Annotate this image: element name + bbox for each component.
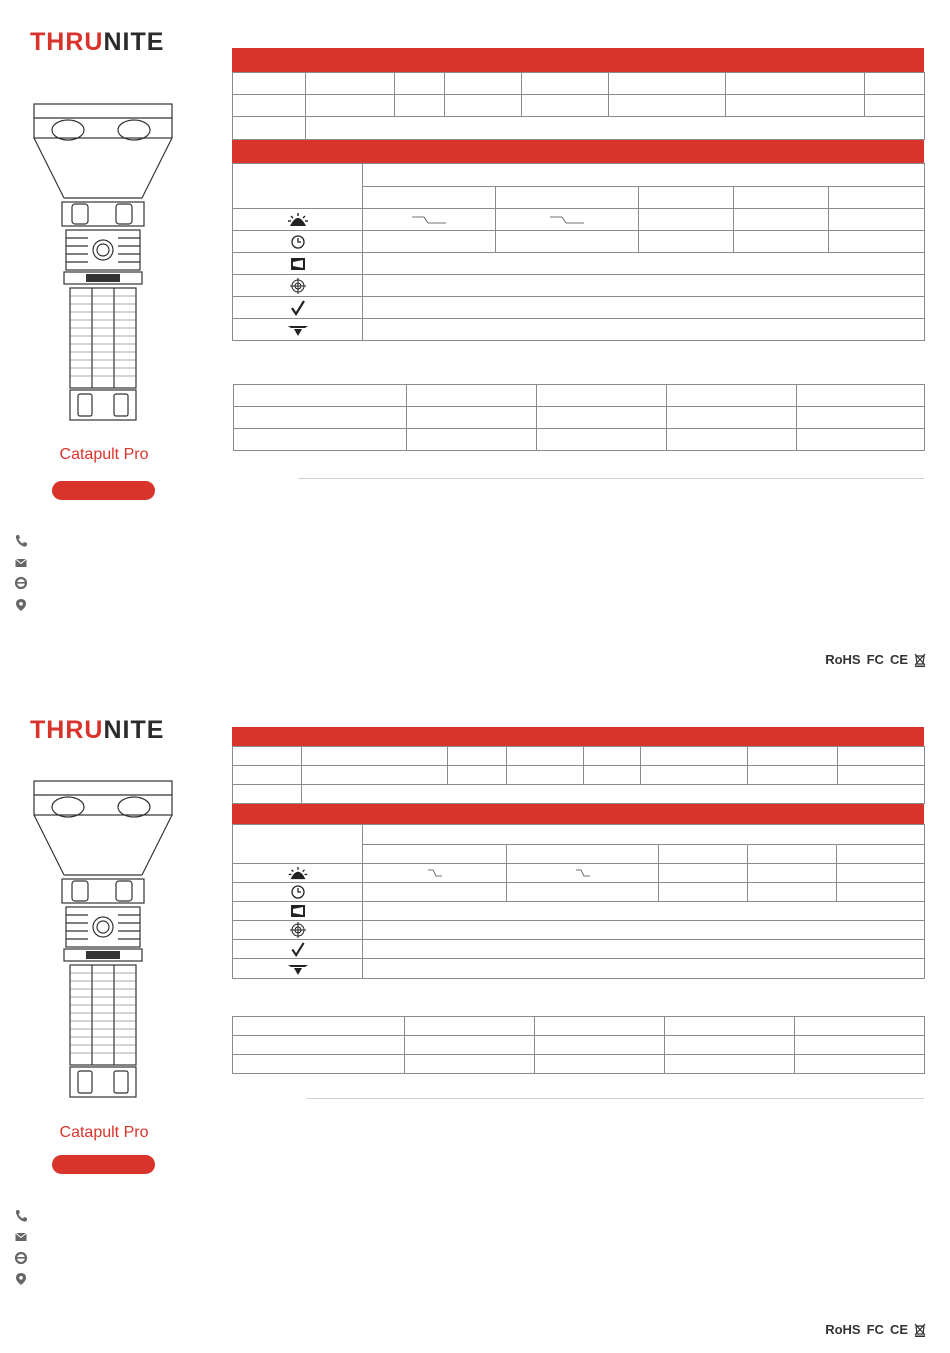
spec-cell [641,747,748,766]
accessory-cell [795,1036,925,1055]
accessory-cell [537,429,667,451]
spec-cell [584,747,641,766]
brightness-row-label [233,209,363,231]
accessory-cell [407,429,537,451]
flashlight-illustration [30,100,178,430]
accessory-cell [535,1017,665,1036]
accessory-cell [665,1017,795,1036]
spec-cell [395,95,445,117]
flashlight-illustration [30,777,178,1107]
impact-row-label [233,297,363,319]
mode-cell [363,187,496,209]
ce-mark: CE [889,1322,908,1337]
mode-cell [829,187,925,209]
spec-cell [233,785,302,804]
mode-header-cell [363,164,925,187]
runtime-cell [507,883,659,902]
spec-cell [445,95,522,117]
brightness-cell [734,209,829,231]
mode-cell [837,845,925,864]
accessory-cell [667,385,797,407]
distance-row-label [233,902,363,921]
product-name: Catapult Pro [59,1124,149,1141]
mode-header-cell [363,825,925,845]
runtime-cell [363,883,507,902]
accessory-table [233,384,925,451]
mode-cell [507,845,659,864]
fcc-mark: FC [866,652,884,667]
runtime-row-label [233,883,363,902]
phone-icon [14,534,28,548]
spec-cell [306,73,395,95]
brightness-cell [363,864,507,883]
spec-header-bar [232,727,924,746]
brightness-cell [507,864,659,883]
mode-step-icon [576,869,590,877]
spec-table [232,72,925,140]
accessory-cell [537,385,667,407]
accessory-cell [795,1055,925,1074]
mode-step-icon [412,216,446,224]
brightness-cell [748,864,837,883]
spec-cell [233,747,302,766]
spec-cell [395,73,445,95]
spec-cell [445,73,522,95]
brightness-cell [496,209,639,231]
spec-cell [233,117,306,140]
spec-cell [865,95,925,117]
accessory-cell [667,429,797,451]
accessory-cell [797,429,925,451]
mode-step-icon [428,869,442,877]
spec-cell [609,95,726,117]
performance-table [232,163,925,341]
spec-cell [448,747,507,766]
spec-cell [507,747,584,766]
runtime-icon [291,235,305,249]
waterproof-row-label [233,959,363,979]
accessory-cell [535,1055,665,1074]
waterproof-icon [287,962,309,976]
brightness-cell [837,864,925,883]
accessory-cell [405,1017,535,1036]
performance-header-bar [232,140,924,163]
runtime-cell [748,883,837,902]
mode-cell [734,187,829,209]
mode-cell [748,845,837,864]
accessory-cell [233,1055,405,1074]
thrunite-logo: THRUNITE [30,28,165,56]
spec-cell [522,73,609,95]
spec-cell [641,766,748,785]
runtime-row-label [233,231,363,253]
brightness-cell [829,209,925,231]
manual-page-1 [0,0,950,676]
accessory-table [232,1016,925,1074]
brightness-cell [363,209,496,231]
thrunite-logo: THRUNITE [30,716,165,744]
spec-header-bar [232,48,924,72]
divider-line [307,1098,924,1099]
accessory-cell [797,385,925,407]
spec-cell [233,766,302,785]
mail-icon [14,556,28,570]
spec-cell [302,766,448,785]
waterproof-icon [287,323,309,337]
brightness-cell [659,864,748,883]
spec-cell [838,766,925,785]
performance-table [232,824,925,979]
impact-cell [363,940,925,959]
runtime-cell [659,883,748,902]
accessory-cell [407,407,537,429]
spec-cell [748,766,838,785]
spec-cell [838,747,925,766]
mode-header-cell [233,825,363,864]
mode-header-cell [233,164,363,209]
accessory-cell [234,429,407,451]
accessory-cell [535,1036,665,1055]
intensity-cell [363,921,925,940]
impact-cell [363,297,925,319]
runtime-cell [837,883,925,902]
spec-cell [233,95,306,117]
accessory-cell [537,407,667,429]
weee-bin-icon [914,653,926,667]
spec-cell [748,747,838,766]
accessory-cell [407,385,537,407]
spec-cell [584,766,641,785]
product-pill [52,1155,155,1174]
brightness-row-label [233,864,363,883]
web-icon [14,576,28,590]
mode-step-icon [550,216,584,224]
spec-cell [233,73,306,95]
certification-marks [825,652,926,667]
spec-cell [726,95,865,117]
mode-cell [659,845,748,864]
spec-cell [306,117,925,140]
accessory-cell [233,1017,405,1036]
peak-intensity-icon [290,278,306,294]
web-icon [14,1251,28,1265]
accessory-cell [405,1036,535,1055]
intensity-cell [363,275,925,297]
runtime-cell [829,231,925,253]
intensity-row-label [233,275,363,297]
spec-table [232,746,925,804]
impact-resistance-icon [290,300,306,316]
mode-cell [363,845,507,864]
waterproof-cell [363,319,925,341]
spec-cell [507,766,584,785]
runtime-cell [363,231,496,253]
product-pill [52,481,155,500]
weee-bin-icon [914,1323,926,1337]
spec-cell [726,73,865,95]
accessory-cell [797,407,925,429]
spec-cell [302,747,448,766]
distance-cell [363,902,925,921]
phone-icon [14,1209,28,1223]
spec-cell [306,95,395,117]
mode-cell [496,187,639,209]
certification-marks [825,1322,926,1337]
accessory-cell [667,407,797,429]
spec-cell [448,766,507,785]
accessory-cell [665,1055,795,1074]
rohs-mark: RoHS [825,652,861,667]
distance-cell [363,253,925,275]
accessory-cell [665,1036,795,1055]
waterproof-cell [363,959,925,979]
performance-header-bar [232,804,924,824]
runtime-cell [639,231,734,253]
location-icon [14,598,28,612]
accessory-cell [405,1055,535,1074]
manual-page-2 [0,677,950,1353]
product-name: Catapult Pro [59,446,149,463]
divider-line [298,478,924,479]
runtime-cell [496,231,639,253]
intensity-row-label [233,921,363,940]
mail-icon [14,1230,28,1244]
impact-row-label [233,940,363,959]
accessory-cell [234,407,407,429]
brightness-cell [639,209,734,231]
ce-mark: CE [889,652,908,667]
fcc-mark: FC [866,1322,884,1337]
accessory-cell [234,385,407,407]
spec-cell [522,95,609,117]
runtime-cell [734,231,829,253]
spec-cell [865,73,925,95]
beam-distance-icon [290,904,306,918]
location-icon [14,1272,28,1286]
accessory-cell [233,1036,405,1055]
spec-cell [609,73,726,95]
runtime-icon [291,885,305,899]
rohs-mark: RoHS [825,1322,861,1337]
brightness-icon [288,867,308,880]
mode-cell [639,187,734,209]
brightness-icon [288,213,308,227]
waterproof-row-label [233,319,363,341]
distance-row-label [233,253,363,275]
beam-distance-icon [290,257,306,271]
spec-cell [302,785,925,804]
peak-intensity-icon [290,922,306,938]
impact-resistance-icon [290,942,306,957]
accessory-cell [795,1017,925,1036]
